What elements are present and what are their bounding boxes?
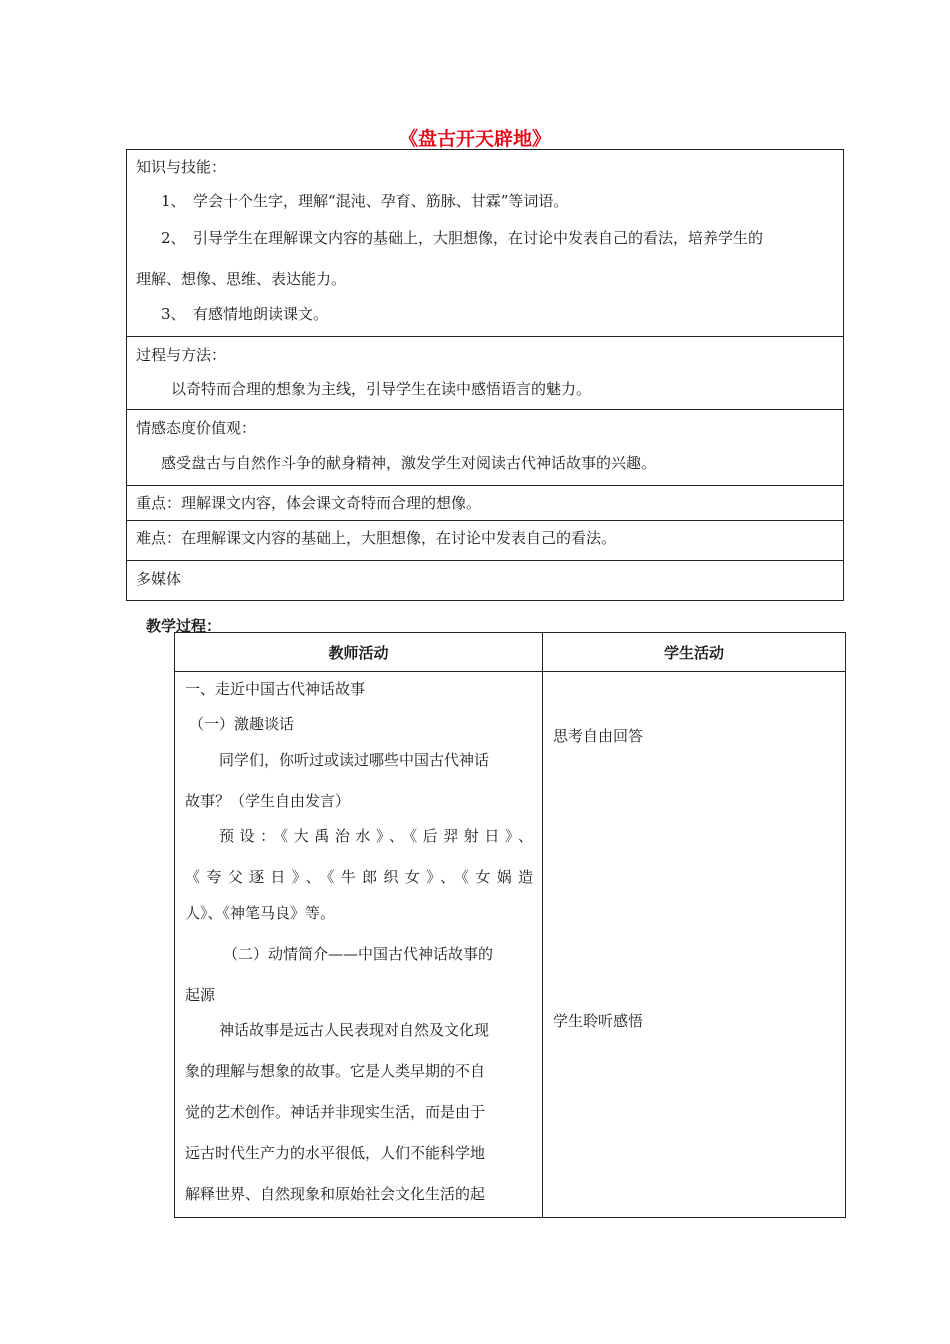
- media-text: 多媒体: [136, 570, 182, 588]
- knowledge-item-2: 2、 引导学生在理解课文内容的基础上，大胆想像，在讨论中发表自己的看法，培养学生的: [161, 229, 764, 247]
- difficulty-section: [127, 520, 843, 560]
- teacher-line: 预设：《大禹治水》、《后羿射日》、: [219, 827, 533, 845]
- teacher-activity-cell: [175, 672, 543, 1218]
- process-heading: 过程与方法：: [136, 346, 227, 364]
- student-line: 学生聆听感悟: [553, 1012, 644, 1030]
- student-line: 思考自由回答: [553, 727, 644, 745]
- teacher-line: 神话故事是远古人民表现对自然及文化现: [219, 1021, 490, 1039]
- emotion-values-section: [127, 409, 843, 485]
- teacher-activity-header: 教师活动: [175, 633, 543, 672]
- teacher-line: （一）激趣谈话: [189, 715, 295, 733]
- teacher-line: 同学们，你听过或读过哪些中国古代神话: [219, 751, 490, 769]
- teacher-line: 解释世界、自然现象和原始社会文化生活的起: [185, 1185, 486, 1203]
- objectives-table: [126, 149, 844, 601]
- difficulty-text: 难点：在理解课文内容的基础上，大胆想像，在讨论中发表自己的看法。: [136, 529, 617, 547]
- knowledge-heading: 知识与技能：: [136, 158, 227, 176]
- knowledge-item-3: 3、 有感情地朗读课文。: [161, 305, 329, 323]
- document-title: 《盘古开天辟地》: [398, 128, 551, 150]
- teacher-line: 远古时代生产力的水平很低，人们不能科学地: [185, 1144, 486, 1162]
- teacher-line: 人》、《神笔马良》等。: [185, 904, 336, 922]
- knowledge-skills-section: [127, 150, 843, 336]
- knowledge-item-2-cont: 理解、想像、思维、表达能力。: [136, 270, 347, 288]
- teaching-process-table: [174, 632, 846, 1218]
- process-text: 以奇特而合理的想象为主线，引导学生在读中感悟语言的魅力。: [171, 380, 592, 398]
- teacher-line: 故事？（学生自由发言）: [185, 792, 351, 810]
- teacher-line: 起源: [185, 986, 216, 1004]
- teacher-line: 象的理解与想象的故事。它是人类早期的不自: [185, 1062, 486, 1080]
- teacher-line: 觉的艺术创作。神话并非现实生活，而是由于: [185, 1103, 486, 1121]
- process-method-section: [127, 336, 843, 409]
- key-point-section: [127, 485, 843, 520]
- teacher-line: （二）动情简介——中国古代神话故事的: [223, 945, 494, 963]
- key-point-text: 重点：理解课文内容，体会课文奇特而合理的想像。: [136, 494, 482, 512]
- teaching-process-label: 教学过程：: [146, 617, 222, 635]
- student-activity-cell: [543, 672, 846, 1218]
- emotion-text: 感受盘古与自然作斗争的献身精神，激发学生对阅读古代神话故事的兴趣。: [161, 454, 657, 472]
- media-section: [127, 560, 843, 600]
- knowledge-item-1: 1、 学会十个生字，理解“混沌、孕育、筋脉、甘霖”等词语。: [161, 192, 569, 210]
- student-activity-header: 学生活动: [543, 633, 846, 672]
- teacher-line: 《夸父逐日》、《牛郎织女》、《女娲造: [185, 868, 533, 886]
- teacher-line: 一、走近中国古代神话故事: [185, 680, 366, 698]
- emotion-heading: 情感态度价值观：: [136, 419, 257, 437]
